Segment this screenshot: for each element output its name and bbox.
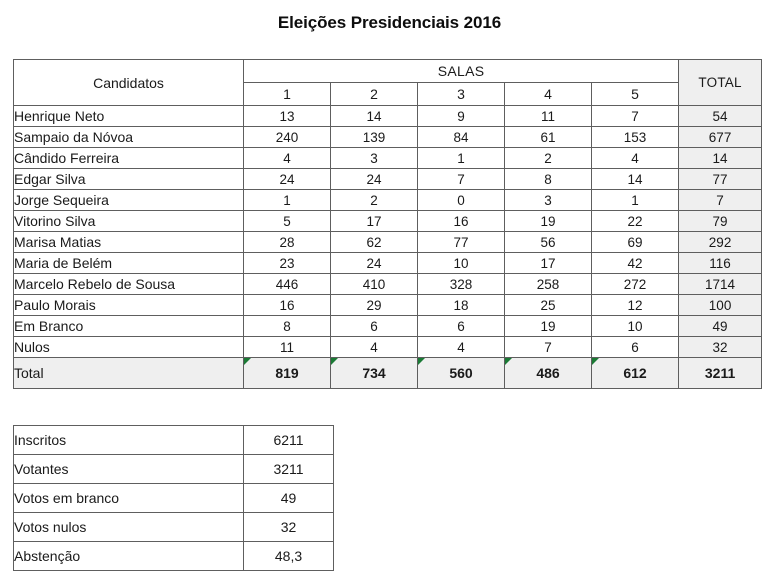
candidate-name: Sampaio da Nóvoa (14, 127, 244, 148)
cell-sala-4: 56 (505, 232, 592, 253)
candidate-name: Maria de Belém (14, 253, 244, 274)
candidate-name: Edgar Silva (14, 169, 244, 190)
summary-row (14, 455, 334, 484)
cell-sala-2: 410 (331, 274, 418, 295)
candidate-name: Jorge Sequeira (14, 190, 244, 211)
cell-total: 54 (679, 106, 762, 127)
total-cell-sala-5: 612 (592, 358, 679, 389)
cell-total: 77 (679, 169, 762, 190)
cell-sala-4: 11 (505, 106, 592, 127)
cell-sala-3: 7 (418, 169, 505, 190)
table-row (14, 337, 762, 358)
column-header-sala-4: 4 (505, 83, 592, 106)
table-row (14, 274, 762, 295)
table-header-row-group (14, 60, 762, 83)
cell-total: 100 (679, 295, 762, 316)
cell-sala-3: 84 (418, 127, 505, 148)
table-row (14, 190, 762, 211)
candidate-name: Paulo Morais (14, 295, 244, 316)
cell-sala-5: 12 (592, 295, 679, 316)
cell-sala-3: 1 (418, 148, 505, 169)
cell-sala-1: 28 (244, 232, 331, 253)
summary-label: Abstenção (14, 542, 244, 571)
cell-sala-3: 0 (418, 190, 505, 211)
summary-value: 6211 (244, 426, 334, 455)
cell-sala-4: 19 (505, 316, 592, 337)
cell-sala-5: 42 (592, 253, 679, 274)
cell-sala-4: 8 (505, 169, 592, 190)
cell-sala-5: 4 (592, 148, 679, 169)
column-header-total: TOTAL (679, 60, 762, 106)
total-cell-sala-4: 486 (505, 358, 592, 389)
cell-sala-4: 2 (505, 148, 592, 169)
candidate-name: Nulos (14, 337, 244, 358)
table-row (14, 316, 762, 337)
cell-sala-5: 272 (592, 274, 679, 295)
cell-sala-1: 16 (244, 295, 331, 316)
cell-sala-3: 10 (418, 253, 505, 274)
cell-sala-3: 16 (418, 211, 505, 232)
summary-label: Inscritos (14, 426, 244, 455)
cell-sala-4: 258 (505, 274, 592, 295)
table-row (14, 127, 762, 148)
cell-total: 14 (679, 148, 762, 169)
cell-total: 7 (679, 190, 762, 211)
summary-label: Votos em branco (14, 484, 244, 513)
page-title: Eleições Presidenciais 2016 (277, 13, 502, 32)
summary-label: Votos nulos (14, 513, 244, 542)
summary-label: Votantes (14, 455, 244, 484)
table-row (14, 211, 762, 232)
cell-sala-3: 9 (418, 106, 505, 127)
cell-sala-1: 13 (244, 106, 331, 127)
candidate-name: Em Branco (14, 316, 244, 337)
summary-table-body (14, 426, 334, 571)
summary-value: 48,3 (244, 542, 334, 571)
cell-total: 1714 (679, 274, 762, 295)
cell-total: 32 (679, 337, 762, 358)
cell-sala-1: 24 (244, 169, 331, 190)
summary-value: 3211 (244, 455, 334, 484)
results-table-body (14, 106, 762, 389)
table-row (14, 148, 762, 169)
cell-sala-2: 3 (331, 148, 418, 169)
column-header-sala-1: 1 (244, 83, 331, 106)
total-cell-sala-2: 734 (331, 358, 418, 389)
cell-sala-4: 61 (505, 127, 592, 148)
cell-sala-1: 4 (244, 148, 331, 169)
table-row (14, 253, 762, 274)
column-header-sala-5: 5 (592, 83, 679, 106)
candidate-name: Marisa Matias (14, 232, 244, 253)
cell-sala-2: 17 (331, 211, 418, 232)
cell-sala-1: 8 (244, 316, 331, 337)
total-cell-grand-total: 3211 (679, 358, 762, 389)
column-header-group-salas: SALAS (244, 60, 679, 83)
summary-row (14, 484, 334, 513)
election-results-table (13, 59, 762, 389)
cell-sala-1: 23 (244, 253, 331, 274)
table-row (14, 169, 762, 190)
cell-sala-1: 446 (244, 274, 331, 295)
summary-row (14, 426, 334, 455)
cell-sala-5: 153 (592, 127, 679, 148)
column-header-candidatos: Candidatos (14, 60, 244, 106)
cell-sala-5: 7 (592, 106, 679, 127)
cell-sala-1: 5 (244, 211, 331, 232)
table-row (14, 295, 762, 316)
column-header-sala-2: 2 (331, 83, 418, 106)
cell-sala-5: 14 (592, 169, 679, 190)
summary-value: 49 (244, 484, 334, 513)
candidate-name: Henrique Neto (14, 106, 244, 127)
cell-sala-3: 328 (418, 274, 505, 295)
cell-sala-2: 14 (331, 106, 418, 127)
cell-sala-1: 240 (244, 127, 331, 148)
cell-total: 49 (679, 316, 762, 337)
cell-sala-1: 11 (244, 337, 331, 358)
cell-sala-4: 17 (505, 253, 592, 274)
summary-row (14, 513, 334, 542)
table-total-row (14, 358, 762, 389)
cell-total: 292 (679, 232, 762, 253)
table-row (14, 106, 762, 127)
cell-sala-2: 24 (331, 169, 418, 190)
cell-sala-5: 1 (592, 190, 679, 211)
column-header-sala-3: 3 (418, 83, 505, 106)
summary-row (14, 542, 334, 571)
cell-total: 79 (679, 211, 762, 232)
summary-table (13, 425, 334, 571)
candidate-name: Vitorino Silva (14, 211, 244, 232)
cell-sala-4: 19 (505, 211, 592, 232)
cell-sala-2: 62 (331, 232, 418, 253)
cell-sala-3: 18 (418, 295, 505, 316)
cell-sala-3: 4 (418, 337, 505, 358)
total-row-label: Total (14, 358, 244, 389)
total-cell-sala-1: 819 (244, 358, 331, 389)
table-row (14, 232, 762, 253)
cell-sala-3: 6 (418, 316, 505, 337)
cell-sala-2: 24 (331, 253, 418, 274)
candidate-name: Marcelo Rebelo de Sousa (14, 274, 244, 295)
cell-sala-5: 22 (592, 211, 679, 232)
cell-sala-4: 25 (505, 295, 592, 316)
cell-sala-3: 77 (418, 232, 505, 253)
cell-sala-2: 6 (331, 316, 418, 337)
cell-sala-2: 2 (331, 190, 418, 211)
cell-sala-5: 10 (592, 316, 679, 337)
candidate-name: Cândido Ferreira (14, 148, 244, 169)
total-cell-sala-3: 560 (418, 358, 505, 389)
summary-value: 32 (244, 513, 334, 542)
cell-sala-2: 4 (331, 337, 418, 358)
cell-sala-2: 139 (331, 127, 418, 148)
cell-sala-4: 7 (505, 337, 592, 358)
cell-total: 116 (679, 253, 762, 274)
cell-sala-5: 6 (592, 337, 679, 358)
cell-total: 677 (679, 127, 762, 148)
cell-sala-4: 3 (505, 190, 592, 211)
cell-sala-1: 1 (244, 190, 331, 211)
cell-sala-2: 29 (331, 295, 418, 316)
cell-sala-5: 69 (592, 232, 679, 253)
